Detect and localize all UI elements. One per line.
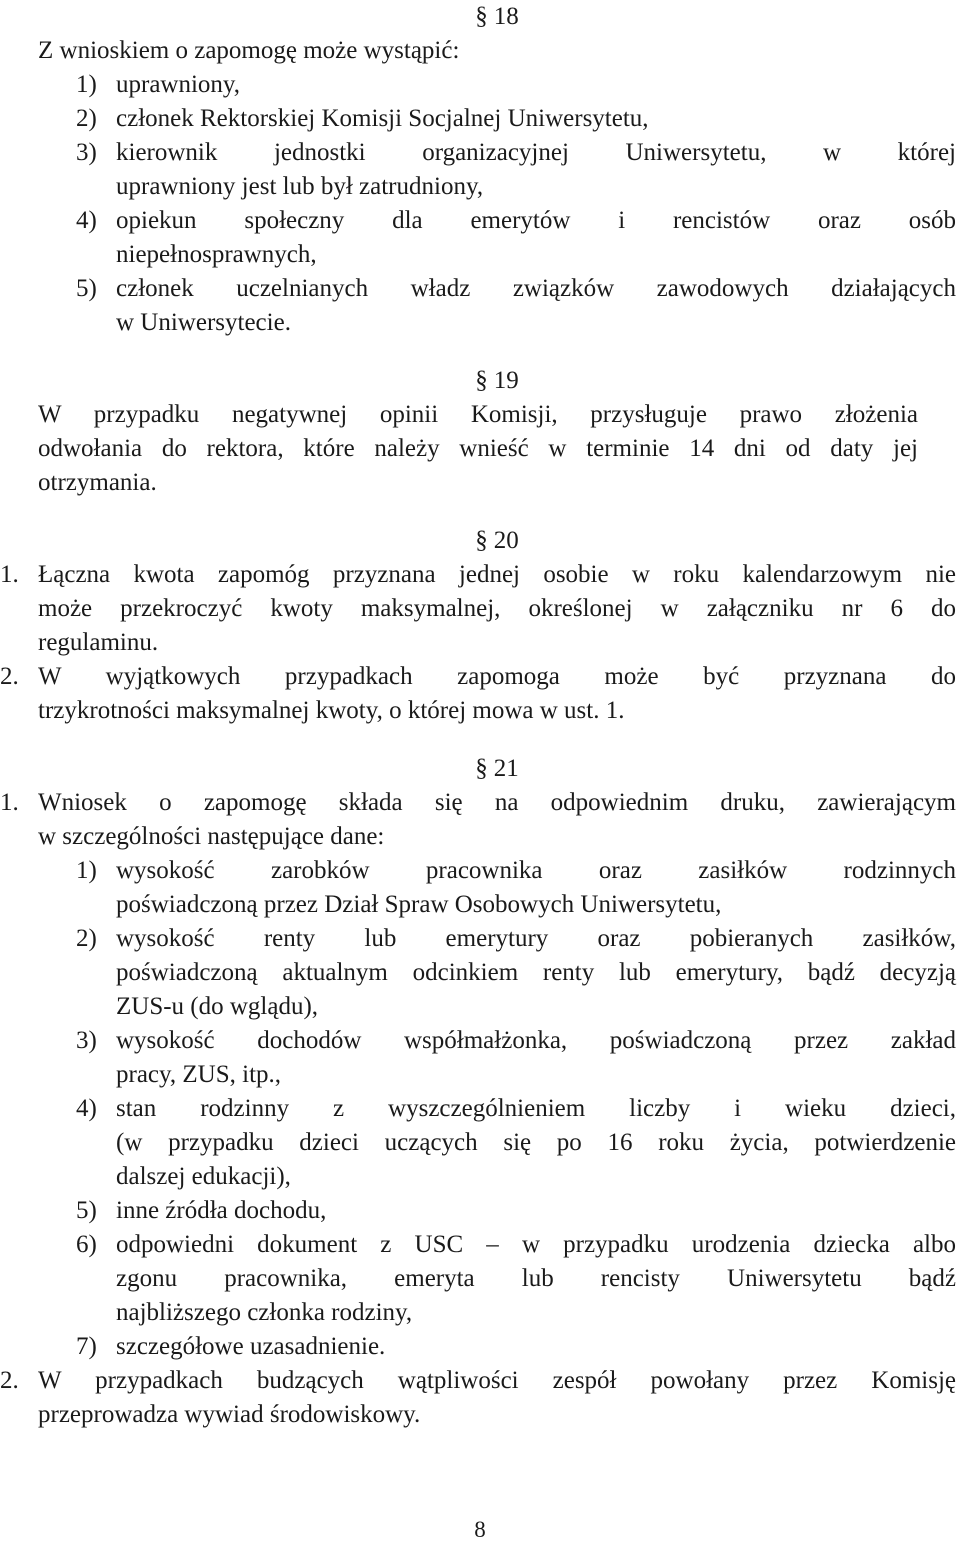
- section-sign: §: [475, 527, 488, 554]
- sublist-item-number: 1): [76, 857, 97, 884]
- section-heading-20: [38, 524, 956, 558]
- section-number: 21: [493, 755, 519, 782]
- paragraph-line: W przypadku negatywnej opinii Komisji, przysługuje prawo złożenia: [38, 401, 918, 428]
- list-item: [0, 1364, 956, 1432]
- section-number: 18: [493, 3, 519, 30]
- section-number: 20: [493, 527, 519, 554]
- list-item: [76, 68, 956, 102]
- sublist-item-text: poświadczoną przez Dział Spraw Osobowych Uniwersytetu,: [116, 891, 722, 918]
- sublist-item-text: pracy, ZUS, itp.,: [116, 1061, 282, 1088]
- paragraph-intro: Z wnioskiem o zapomogę może wystąpić:: [38, 37, 460, 64]
- sublist-s21: [38, 854, 956, 1364]
- sublist-item-number: 6): [76, 1231, 97, 1258]
- list-item: [0, 786, 956, 1364]
- page-number: 8: [474, 1517, 486, 1542]
- list-item-number: 2.: [0, 1367, 19, 1394]
- list-item-number: 2): [76, 105, 97, 132]
- list-item-number: 1.: [0, 789, 19, 816]
- list-item-number: 5): [76, 275, 97, 302]
- list-item-number: 2.: [0, 663, 19, 690]
- list-item-text: Wniosek o zapomogę składa się na odpowiednim druku, zawierającym: [38, 789, 956, 816]
- sublist-item-number: 5): [76, 1197, 97, 1224]
- sublist-item-number: 2): [76, 925, 97, 952]
- sublist-item-text: poświadczoną aktualnym odcinkiem renty lub emerytury, bądź decyzją: [116, 959, 956, 986]
- list-s21: [0, 786, 956, 1432]
- list-item-text: uprawniony jest lub był zatrudniony,: [116, 173, 484, 200]
- sublist-item-number: 4): [76, 1095, 97, 1122]
- sublist-item: [76, 1024, 956, 1092]
- list-item-text: trzykrotności maksymalnej kwoty, o której mowa w ust. 1.: [38, 697, 625, 724]
- sublist-item-text: szczegółowe uzasadnienie.: [116, 1333, 386, 1360]
- sublist-item-text: wysokość renty lub emerytury oraz pobieranych zasiłków,: [116, 925, 956, 952]
- section-number: 19: [493, 367, 519, 394]
- list-s18: [38, 68, 956, 340]
- section-heading-19: [38, 364, 956, 398]
- list-item-text: regulaminu.: [38, 629, 159, 656]
- sublist-item: [76, 854, 956, 922]
- sublist-item-text: inne źródła dochodu,: [116, 1197, 327, 1224]
- list-item-text: Łączna kwota zapomóg przyznana jednej osobie w roku kalendarzowym nie: [38, 561, 956, 588]
- paragraph-line: odwołania do rektora, które należy wnieść w terminie 14 dni od daty jej: [38, 435, 918, 462]
- list-item-text: W wyjątkowych przypadkach zapomoga może być przyznana do: [38, 663, 956, 690]
- sublist-item: [76, 1092, 956, 1194]
- sublist-item: [76, 1330, 956, 1364]
- sublist-item: [76, 1194, 956, 1228]
- list-item-number: 3): [76, 139, 97, 166]
- list-item: [0, 558, 956, 660]
- list-item-text: członek Rektorskiej Komisji Socjalnej Uniwersytetu,: [116, 105, 649, 132]
- list-item: [76, 102, 956, 136]
- section-sign: §: [475, 3, 488, 30]
- sublist-item-number: 7): [76, 1333, 97, 1360]
- list-item: [76, 272, 956, 340]
- section-sign: §: [475, 755, 488, 782]
- list-item-text: w Uniwersytecie.: [116, 309, 291, 336]
- list-item-number: 4): [76, 207, 97, 234]
- sublist-item-number: 3): [76, 1027, 97, 1054]
- list-item-text: w szczególności następujące dane:: [38, 823, 385, 850]
- sublist-item-text: najbliższego członka rodziny,: [116, 1299, 413, 1326]
- list-item: [0, 660, 956, 728]
- paragraph-line: otrzymania.: [38, 469, 157, 496]
- sublist-item-text: zgonu pracownika, emeryta lub rencisty Uniwersytetu bądź: [116, 1265, 956, 1292]
- list-item-text: niepełnosprawnych,: [116, 241, 317, 268]
- sublist-item-text: (w przypadku dzieci uczących się po 16 roku życia, potwierdzenie: [116, 1129, 956, 1156]
- list-item-text: członek uczelnianych władz związków zawodowych działających: [116, 275, 956, 302]
- sublist-item-text: dalszej edukacji),: [116, 1163, 291, 1190]
- list-item-text: kierownik jednostki organizacyjnej Uniwersytetu, w której: [116, 139, 956, 166]
- section-sign: §: [475, 367, 488, 394]
- list-item: [76, 204, 956, 272]
- list-item-number: 1): [76, 71, 97, 98]
- list-s20: [0, 558, 956, 728]
- section-heading-21: [38, 752, 956, 786]
- sublist-item-text: stan rodzinny z wyszczególnieniem liczby i wieku dzieci,: [116, 1095, 956, 1122]
- list-item-text: opiekun społeczny dla emerytów i rencistów oraz osób: [116, 207, 956, 234]
- sublist-item-text: odpowiedni dokument z USC – w przypadku urodzenia dziecka albo: [116, 1231, 956, 1258]
- list-item-text: uprawniony,: [116, 71, 241, 98]
- sublist-item-text: wysokość dochodów współmałżonka, poświadczoną przez zakład: [116, 1027, 956, 1054]
- sublist-item-text: ZUS-u (do wglądu),: [116, 993, 319, 1020]
- sublist-item: [76, 922, 956, 1024]
- list-item-text: może przekroczyć kwoty maksymalnej, określonej w załączniku nr 6 do: [38, 595, 956, 622]
- section-heading-18: [38, 0, 956, 34]
- list-item-text: W przypadkach budzących wątpliwości zespół powołany przez Komisję: [38, 1367, 956, 1394]
- list-item-text: przeprowadza wywiad środowiskowy.: [38, 1401, 421, 1428]
- paragraph-s19: [38, 398, 918, 500]
- list-item: [76, 136, 956, 204]
- sublist-item: [76, 1228, 956, 1330]
- sublist-item-text: wysokość zarobków pracownika oraz zasiłków rodzinnych: [116, 857, 956, 884]
- list-item-number: 1.: [0, 561, 19, 588]
